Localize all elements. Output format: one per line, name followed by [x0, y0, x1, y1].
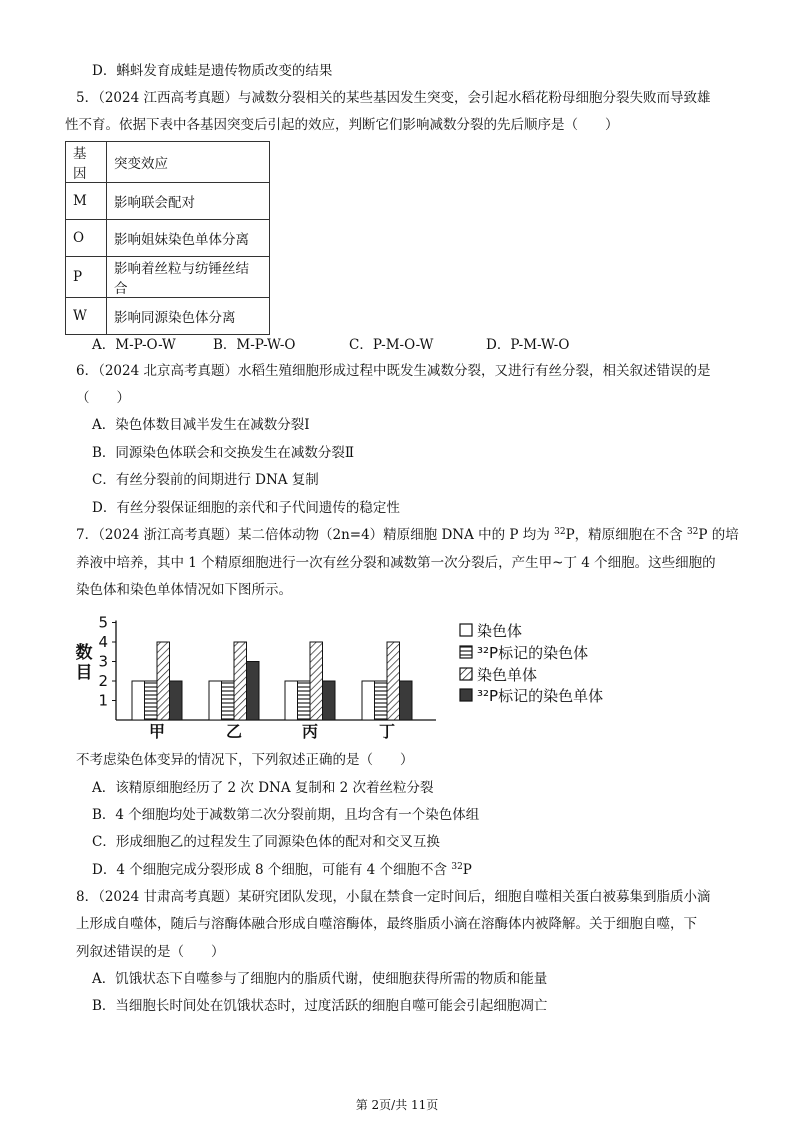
q7-option-b[interactable]: B．4 个细胞均处于减数第二次分裂前期，且均含有一个染色体组 [92, 807, 480, 823]
bar [247, 662, 260, 721]
q7-stem-line3: 染色体和染色单体情况如下图所示。 [76, 582, 292, 598]
q8-stem-line3: 列叙述错误的是（ ） [76, 944, 225, 960]
table-row [66, 183, 270, 220]
bar [310, 642, 323, 720]
q5-stem-line1: 5．（2024 江西高考真题）与减数分裂相关的某些基因发生突变，会引起水稻花粉母细胞分裂失败而导致雄 [76, 90, 711, 106]
q6-stem-line2: （ ） [76, 390, 130, 406]
x-tick-label: 乙 [225, 722, 243, 741]
bar [375, 681, 388, 720]
y-tick-label: 5 [98, 613, 108, 632]
table-cell: 影响联会配对 [107, 183, 270, 220]
legend-label: ³²P标记的染色体 [477, 644, 589, 662]
q7-option-c[interactable]: C．形成细胞乙的过程发生了同源染色体的配对和交叉互换 [92, 834, 440, 850]
q5-option-b[interactable]: B．M-P-W-O [213, 337, 296, 353]
table-row [66, 220, 270, 257]
q6-option-b[interactable]: B．同源染色体联会和交换发生在减数分裂Ⅱ [92, 445, 355, 461]
table-header-effect: 突变效应 [107, 142, 270, 183]
q5-option-c[interactable]: C．P-M-O-W [349, 337, 434, 353]
q8-stem-line2: 上形成自噬体，随后与溶酶体融合形成自噬溶酶体，最终脂质小滴在溶酶体内被降解。关于细胞自噬，下 [76, 916, 697, 932]
table-cell: O [66, 220, 107, 257]
q8-option-a[interactable]: A．饥饿状态下自噬参与了细胞内的脂质代谢，使细胞获得所需的物质和能量 [92, 971, 548, 987]
q8-option-b[interactable]: B．当细胞长时间处在饥饿状态时，过度活跃的细胞自噬可能会引起细胞凋亡 [92, 998, 548, 1014]
q4-option-d: D．蝌蚪发育成蛙是遗传物质改变的结果 [92, 63, 333, 79]
x-tick-label: 丙 [301, 722, 319, 741]
table-cell: 影响同源染色体分离 [107, 298, 270, 335]
bar [234, 642, 247, 720]
q5-option-d[interactable]: D．P-M-W-O [486, 337, 570, 353]
y-tick-label: 4 [98, 633, 108, 651]
table-row [66, 298, 270, 335]
bar [323, 681, 336, 720]
q7-stem-line2: 养液中培养，其中 1 个精原细胞进行一次有丝分裂和减数第一次分裂后，产生甲~丁 4 个细胞。这些细胞的 [76, 555, 716, 571]
bar [209, 681, 222, 720]
table-cell: 影响着丝粒与纺锤丝结合 [107, 257, 270, 298]
bar [222, 681, 235, 720]
q7-stem-line1: 7．（2024 浙江高考真题）某二倍体动物（2n=4）精原细胞 DNA 中的 P 均为 $^{32}$P，精原细胞在不含 $^{32}$P 的培 [76, 527, 739, 543]
legend-label: 染色单体 [477, 666, 538, 684]
q6-option-d[interactable]: D．有丝分裂保证细胞的亲代和子代间遗传的稳定性 [92, 500, 400, 516]
bar [170, 681, 183, 720]
y-tick-label: 3 [98, 652, 108, 671]
table-header-row [66, 142, 270, 183]
bar [298, 681, 311, 720]
q6-option-a[interactable]: A．染色体数目减半发生在减数分裂Ⅰ [92, 417, 310, 433]
bar [145, 681, 158, 720]
x-tick-label: 丁 [378, 722, 396, 741]
legend-swatch [460, 668, 472, 680]
q7-after-chart: 不考虑染色体变异的情况下，下列叙述正确的是（ ） [76, 752, 414, 768]
table-cell: W [66, 298, 107, 335]
chromosome-bar-chart [70, 605, 640, 745]
legend-swatch [460, 646, 472, 658]
bar [362, 681, 375, 720]
bar [157, 642, 170, 720]
q7-option-a[interactable]: A．该精原细胞经历了 2 次 DNA 复制和 2 次着丝粒分裂 [92, 780, 434, 796]
table-cell: P [66, 257, 107, 298]
table-row [66, 257, 270, 298]
table-cell: 影响姐妹染色单体分离 [107, 220, 270, 257]
y-tick-label: 1 [98, 691, 108, 710]
q5-stem-line2: 性不育。依据下表中各基因突变后引起的效应，判断它们影响减数分裂的先后顺序是（ ） [65, 117, 619, 133]
bar [132, 681, 145, 720]
y-tick-label: 2 [98, 672, 108, 690]
legend-label: 染色体 [477, 622, 523, 640]
gene-effect-table [65, 141, 270, 335]
bar [285, 681, 298, 720]
bar [400, 681, 413, 720]
q6-stem-line1: 6．（2024 北京高考真题）水稻生殖细胞形成过程中既发生减数分裂，又进行有丝分裂，相关叙述错误的是 [76, 363, 711, 379]
legend-swatch [460, 624, 472, 636]
q8-stem-line1: 8．（2024 甘肃高考真题）某研究团队发现，小鼠在禁食一定时间后，细胞自噬相关蛋白被募集到脂质小滴 [76, 889, 711, 905]
x-tick-label: 甲 [148, 722, 166, 741]
table-cell: M [66, 183, 107, 220]
bar [387, 642, 400, 720]
q7-option-d[interactable]: D．4 个细胞完成分裂形成 8 个细胞，可能有 4 个细胞不含 $^{32}$P [92, 862, 472, 878]
legend-label: ³²P标记的染色单体 [477, 687, 604, 705]
q6-option-c[interactable]: C．有丝分裂前的间期进行 DNA 复制 [92, 472, 319, 488]
y-axis-label: 目 [75, 663, 93, 683]
q5-option-a[interactable]: A．M-P-O-W [92, 337, 176, 353]
y-axis-label: 数 [75, 643, 93, 663]
legend-swatch [460, 689, 472, 701]
page-footer: 第 2页/共 11页 [355, 1098, 439, 1112]
table-header-gene: 基因 [66, 142, 107, 183]
